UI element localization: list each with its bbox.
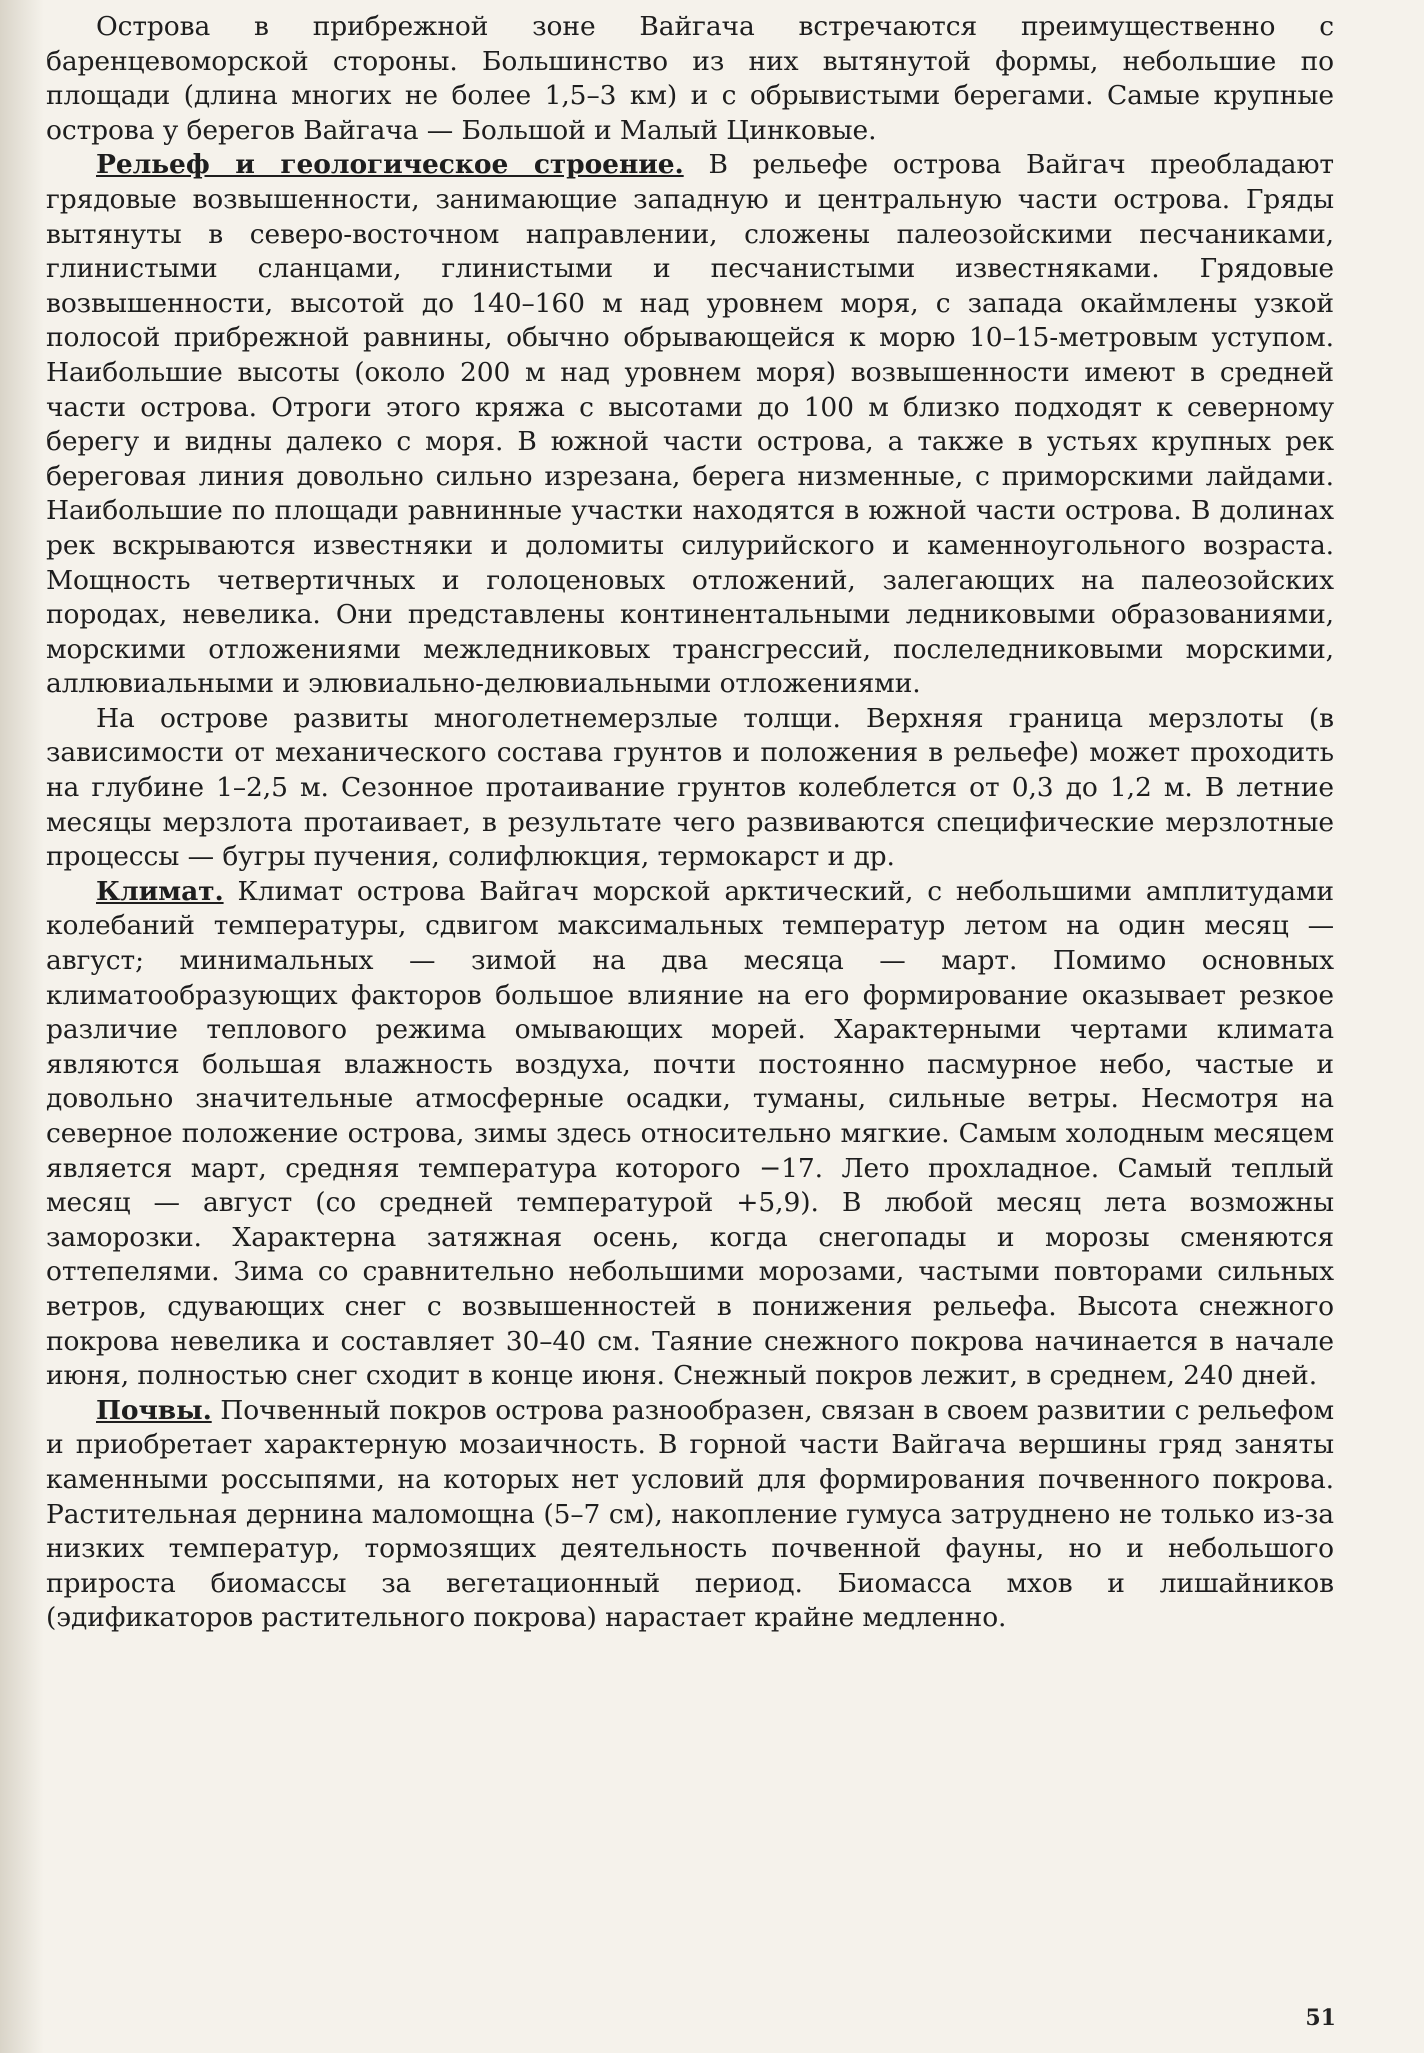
- paragraph-text: В рельефе острова Вайгач преобладают грядовые возвышенности, занимающие западную и центральную части острова. Гряды вытянуты в северо-восточном направлении, сложены палеозойскими песчаниками, глинистыми сланцами, глинистыми и песчанистыми известняками. Грядовые возвышенности, высотой до 140–160 м над уровнем моря, с запада окаймлены узкой полосой прибрежной равнины, обычно обрывающейся к морю 10–15-метровым уступом. Наибольшие высоты (около 200 м над уровнем моря) возвышенности имеют в средней части острова. Отроги этого кряжа с высотами до 100 м близко подходят к северному берегу и видны далеко с моря. В южной части острова, а также в устьях крупных рек береговая линия довольно сильно изрезана, берега низменные, с приморскими лайдами. Наибольшие по площади равнинные участки находятся в южной части острова. В долинах рек вскрываются известняки и доломиты силурийского и каменноугольного возраста. Мощность четвертичных и голоценовых отложений, залегающих на палеозойских породах, невелика. Они представлены континентальными ледниковыми образованиями, морскими отложениями межледниковых трансгрессий, послеледниковыми морскими, аллювиальными и элювиально-делювиальными отложениями.: [46, 149, 1334, 700]
- body-text: [46, 10, 1334, 1636]
- paragraph-text: Острова в прибрежной зоне Вайгача встречаются преимущественно с баренцевоморской стороны. Большинство из них вытянутой формы, небольшие по площади (длина многих не более 1,5–3 км) и с обрывистыми берегами. Самые крупные острова у берегов Вайгача — Большой и Малый Цинковые.: [46, 11, 1334, 146]
- paragraph-climate: [46, 875, 1334, 1394]
- page-number: 51: [1305, 2005, 1336, 2031]
- paragraph-text: Климат острова Вайгач морской арктический, с небольшими амплитудами колебаний температуры, сдвигом максимальных температур летом на один месяц — август; минимальных — зимой на два месяца — март. Помимо основных климатообразующих факторов большое влияние на его формирование оказывает резкое различие теплового режима омывающих морей. Характерными чертами климата являются большая влажность воздуха, почти постоянно пасмурное небо, частые и довольно значительные атмосферные осадки, туманы, сильные ветры. Несмотря на северное положение острова, зимы здесь относительно мягкие. Самым холодным месяцем является март, средняя температура которого −17. Лето прохладное. Самый теплый месяц — август (со средней температурой +5,9). В любой месяц лета возможны заморозки. Характерна затяжная осень, когда снегопады и морозы сменяются оттепелями. Зима со сравнительно небольшими морозами, частыми повторами сильных ветров, сдувающих снег с возвышенностей в понижения рельефа. Высота снежного покрова невелика и составляет 30–40 см. Таяние снежного покрова начинается в начале июня, полностью снег сходит в конце июня. Снежный покров лежит, в среднем, 240 дней.: [46, 875, 1334, 1392]
- paragraph-islands: [46, 10, 1334, 148]
- paragraph-permafrost: [46, 702, 1334, 875]
- paragraph-soils: [46, 1394, 1334, 1636]
- section-heading-soils: Почвы.: [96, 1394, 212, 1426]
- section-heading-climate: Климат.: [96, 875, 224, 907]
- section-heading-relief: Рельеф и геологическое строение.: [96, 149, 684, 181]
- paragraph-text: На острове развиты многолетнемерзлые толщи. Верхняя граница мерзлоты (в зависимости от механического состава грунтов и положения в рельефе) может проходить на глубине 1–2,5 м. Сезонное протаивание грунтов колеблется от 0,3 до 1,2 м. В летние месяцы мерзлота протаивает, в результате чего развиваются специфические мерзлотные процессы — бугры пучения, солифлюкция, термокарст и др.: [46, 702, 1334, 873]
- paragraph-text: Почвенный покров острова разнообразен, связан в своем развитии с рельефом и приобретает характерную мозаичность. В горной части Вайгача вершины гряд заняты каменными россыпями, на которых нет условий для формирования почвенного покрова. Растительная дернина маломощна (5–7 см), накопление гумуса затруднено не только из-за низких температур, тормозящих деятельность почвенной фауны, но и небольшого прироста биомассы за вегетационный период. Биомасса мхов и лишайников (эдификаторов растительного покрова) нарастает крайне медленно.: [46, 1394, 1334, 1634]
- paragraph-relief: [46, 148, 1334, 702]
- page-binding-shadow: [0, 0, 44, 2053]
